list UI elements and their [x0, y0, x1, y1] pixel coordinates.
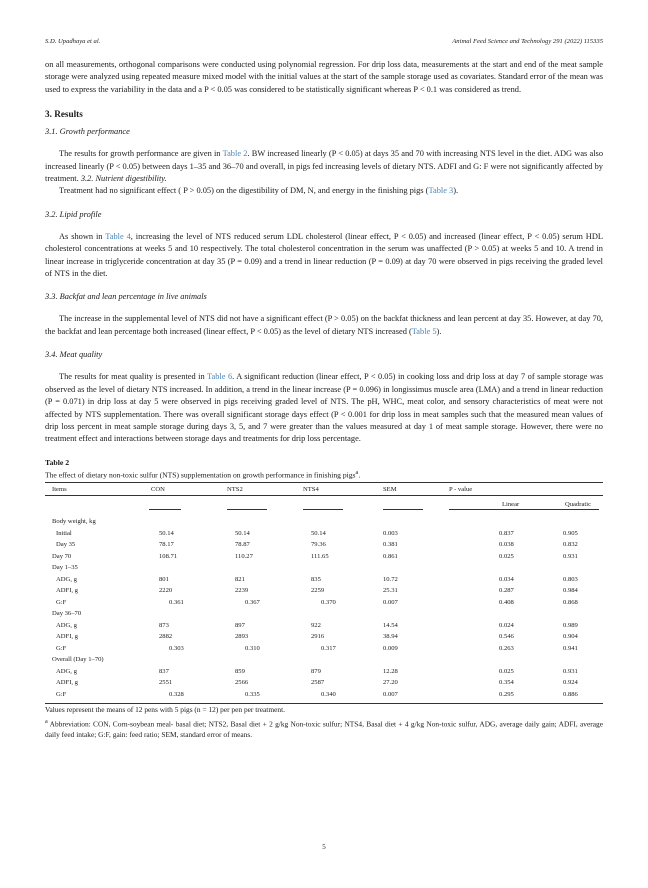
- table-cell: 0.038: [499, 541, 514, 549]
- table-cell: 111.65: [311, 552, 329, 560]
- table-cell: 12.28: [383, 667, 398, 675]
- table-cell: 0.354: [499, 679, 514, 687]
- table-cell: 10.72: [383, 575, 398, 583]
- table-cell: 922: [311, 621, 321, 629]
- table-header-0: Items: [52, 486, 67, 494]
- table-cell: 0.361: [169, 598, 184, 606]
- table-cell: 0.328: [169, 690, 184, 698]
- table-row-label: ADFI, g: [56, 633, 78, 641]
- table-cell: 27.20: [383, 679, 398, 687]
- table-cell: 0.367: [245, 598, 260, 606]
- table-cell: 0.303: [169, 644, 184, 652]
- article-body: [45, 59, 603, 740]
- table-row-label: G:F: [56, 598, 67, 606]
- table-cell: 0.408: [499, 598, 514, 606]
- table-header-linear: Linear: [502, 501, 520, 509]
- table-cell: 2893: [235, 633, 249, 641]
- digestibility-paragraph: Treatment had no significant effect ( P > 0.05) on the digestibility of DM, N, and energy in the finishing pigs (Table 3).: [59, 186, 459, 196]
- table-cell: 0.024: [499, 621, 514, 629]
- growth-performance-table: [45, 482, 603, 704]
- table-header-4: SEM: [383, 486, 397, 494]
- table-cell: 0.295: [499, 690, 514, 698]
- table-row-label: Day 35: [56, 541, 76, 549]
- col-underline-pvalue: [449, 509, 599, 510]
- table-header-2: NTS2: [227, 486, 243, 494]
- table-row-label: ADG, g: [56, 667, 77, 675]
- table-cell: 0.263: [499, 644, 514, 652]
- table-bottom-rule: [45, 703, 603, 704]
- table-cell: 2239: [235, 587, 249, 595]
- backfat-heading: 3.3. Backfat and lean percentage in live animals: [45, 292, 207, 302]
- table-row-label: Body weight, kg: [52, 518, 96, 526]
- table-cell: 0.837: [499, 529, 514, 537]
- table-cell: 835: [311, 575, 321, 583]
- table-cell: 25.31: [383, 587, 398, 595]
- table-cell: 0.007: [383, 690, 398, 698]
- table-cell: 0.861: [383, 552, 398, 560]
- table-cell: 0.335: [245, 690, 260, 698]
- table-row-label: ADFI, g: [56, 587, 78, 595]
- table5-link[interactable]: Table 5: [411, 326, 437, 336]
- table-header-3: NTS4: [303, 486, 319, 494]
- table-cell: 0.905: [563, 529, 578, 537]
- table-cell: 897: [235, 621, 245, 629]
- table-cell: 0.317: [321, 644, 336, 652]
- table-cell: 78.87: [235, 541, 250, 549]
- table-cell: 110.27: [235, 552, 253, 560]
- growth-heading: 3.1. Growth performance: [45, 127, 130, 137]
- table-row-label: Overall (Day 1–70): [52, 656, 104, 664]
- table-row-label: Day 70: [52, 552, 72, 560]
- col-underline-sem: [383, 509, 423, 510]
- table-cell: 0.546: [499, 633, 514, 641]
- table-cell: 0.832: [563, 541, 578, 549]
- table-cell: 0.924: [563, 679, 578, 687]
- meat-paragraph: The results for meat quality is presented in Table 6. A significant reduction (linear effect, P < 0.05) in cooking loss and drip loss at day 7 of sample storage was observed as the level of dietary NTS increased. In addition, a trend in the linear increase (P = 0.096) in longissimus muscle area (LMA) and a trend in linear reduction (P = 0.071) in drip loss at day 5 were observed in pigs receiving graded level of NTS. The pH, WHC, meat color, and sensory characteristics of meat were not affected by NTS supplementation. There was overall significant storage days effect (P < 0.001 for drip loss in meat samples such that the measured mean values of drip loss percent in meat sample storage during days 3, 5, and 7 were greater than the values measured at day 1 of meat sample storage. However, there were no treatment effect and interactions between storage days and treatments for drip loss percentage.: [45, 372, 603, 444]
- table-cell: 0.340: [321, 690, 336, 698]
- table-cell: 0.025: [499, 552, 514, 560]
- table-cell: 2566: [235, 679, 249, 687]
- backfat-paragraph: The increase in the supplemental level of NTS did not have a significant effect (P > 0.05) on the backfat thickness and lean percent at day 35. However, at day 70, the backfat and lean percentage both increased (linear effect, P < 0.05) as the level of dietary NTS increased (Table 5).: [45, 314, 603, 336]
- table-cell: 0.381: [383, 541, 398, 549]
- table-cell: 801: [159, 575, 169, 583]
- table-cell: 0.310: [245, 644, 260, 652]
- table-cell: 38.94: [383, 633, 398, 641]
- table-row-label: Day 36–70: [52, 610, 82, 618]
- table-cell: 0.025: [499, 667, 514, 675]
- table-cell: 2882: [159, 633, 173, 641]
- table-cell: 837: [159, 667, 169, 675]
- table-cell: 50.14: [159, 529, 174, 537]
- table-cell: 859: [235, 667, 245, 675]
- table-cell: 2551: [159, 679, 173, 687]
- table-cell: 0.931: [563, 667, 578, 675]
- table-cell: 0.868: [563, 598, 578, 606]
- table-cell: 2587: [311, 679, 325, 687]
- running-header-authors: S.D. Upadhaya et al.: [45, 38, 101, 45]
- table-row-label: Initial: [56, 529, 72, 537]
- table-cell: 0.941: [563, 644, 578, 652]
- table-row-label: ADG, g: [56, 621, 77, 629]
- table-row-label: G:F: [56, 690, 67, 698]
- table-cell: 2916: [311, 633, 325, 641]
- table-header-1: CON: [151, 486, 165, 494]
- col-underline-nts2: [227, 509, 267, 510]
- table-footnote-abbreviations: $^a$ Abbreviation: CON, Corn-soybean meal- basal diet; NTS2, Basal diet + 2 g/kg Non-toxic sulfur; NTS4, Basal diet + 4 g/kg Non-toxic sulfur, ADG, average daily gain; ADFI, average daily feed intake; G:F, gain: feed ratio; SEM, standard error of means.: [45, 718, 603, 739]
- table-row-label: ADFI, g: [56, 679, 78, 687]
- table-cell: 0.886: [563, 690, 578, 698]
- table-cell: 0.984: [563, 587, 578, 595]
- table-cell: 0.989: [563, 621, 578, 629]
- table-cell: 873: [159, 621, 169, 629]
- table-cell: 2220: [159, 587, 173, 595]
- table-cell: 0.007: [383, 598, 398, 606]
- table-footnote-means: Values represent the means of 12 pens with 5 pigs (n = 12) per pen per treatment.: [45, 705, 285, 715]
- meat-heading: 3.4. Meat quality: [45, 350, 103, 360]
- table-cell: 2259: [311, 587, 325, 595]
- results-heading: 3. Results: [45, 109, 83, 120]
- methods-tail-paragraph: on all measurements, orthogonal comparisons were conducted using polynomial regression. For drip loss data, measurements at the start and end of the meat sample storage were analyzed using repeated measure mixed model with the initial values at the start of the sample storage used as covariates. Standard error of the mean was used to express the variability in the data and a P < 0.05 was considered to be statistically significant whereas P < 0.1 was considered as trend.: [45, 60, 603, 94]
- table-cell: 108.71: [159, 552, 178, 560]
- table-cell: 0.034: [499, 575, 514, 583]
- table-cell: 0.803: [563, 575, 578, 583]
- table-title: Table 2: [45, 457, 70, 467]
- page-number: 5: [322, 843, 326, 851]
- lipid-paragraph: As shown in Table 4, increasing the level of NTS reduced serum LDL cholesterol (linear effect, P < 0.05) and increased (linear effect, P < 0.05) serum HDL cholesterol concentrations at weeks 5 and 10 respectively. The total cholesterol concentration in the serum was unaffected (P > 0.05) at weeks 5 and 10. A trend in linear increase in triglyceride concentration at day 35 (P = 0.09) and a trend in linear reduction (P = 0.09) at day 70 were observed in pigs receiving the graded level of NTS in the diet.: [45, 231, 603, 279]
- table-row-label: ADG, g: [56, 575, 77, 583]
- growth-paragraph: The results for growth performance are given in Table 2. BW increased linearly (P < 0.05) at days 35 and 70 with increasing NTS level in the diet. ADG was also increased linearly (P < 0.05) between days 1–35 and 36–70 and overall, in pigs fed increasing levels of dietary NTS. ADFI and G: F were not significantly affected by treatment. 3.2. Nutrient digestibility.: [45, 149, 604, 184]
- table-cell: 879: [311, 667, 321, 675]
- table3-link[interactable]: Table 3: [428, 186, 454, 196]
- table-cell: 0.370: [321, 598, 336, 606]
- table-cell: 821: [235, 575, 245, 583]
- table-header-quadratic: Quadratic: [565, 501, 591, 509]
- table-cell: 0.287: [499, 587, 514, 595]
- table-cell: 50.14: [235, 529, 250, 537]
- col-underline-nts4: [303, 509, 343, 510]
- table-caption: The effect of dietary non-toxic sulfur (NTS) supplementation on growth performance in finishing pigs$^a$.: [45, 468, 361, 480]
- table2-link[interactable]: Table 2: [222, 149, 248, 159]
- table-cell: 50.14: [311, 529, 326, 537]
- table6-link[interactable]: Table 6: [207, 372, 233, 382]
- running-header-journal: Animal Feed Science and Technology 291 (2022) 115335: [452, 38, 603, 45]
- table-cell: 14.54: [383, 621, 398, 629]
- table-cell: 0.003: [383, 529, 398, 537]
- table-header-5: P - value: [449, 486, 473, 494]
- table-cell: 0.904: [563, 633, 578, 641]
- table-header-rule: [45, 495, 603, 496]
- lipid-heading: 3.2. Lipid profile: [45, 209, 102, 219]
- table-row-label: Day 1–35: [52, 564, 78, 572]
- col-underline-con: [149, 509, 181, 510]
- table-top-rule: [45, 482, 603, 483]
- table-cell: 0.931: [563, 552, 578, 560]
- table-cell: 78.17: [159, 541, 174, 549]
- table-cell: 79.36: [311, 541, 326, 549]
- table-cell: 0.009: [383, 644, 398, 652]
- table4-link[interactable]: Table 4: [105, 231, 131, 241]
- table-row-label: G:F: [56, 644, 67, 652]
